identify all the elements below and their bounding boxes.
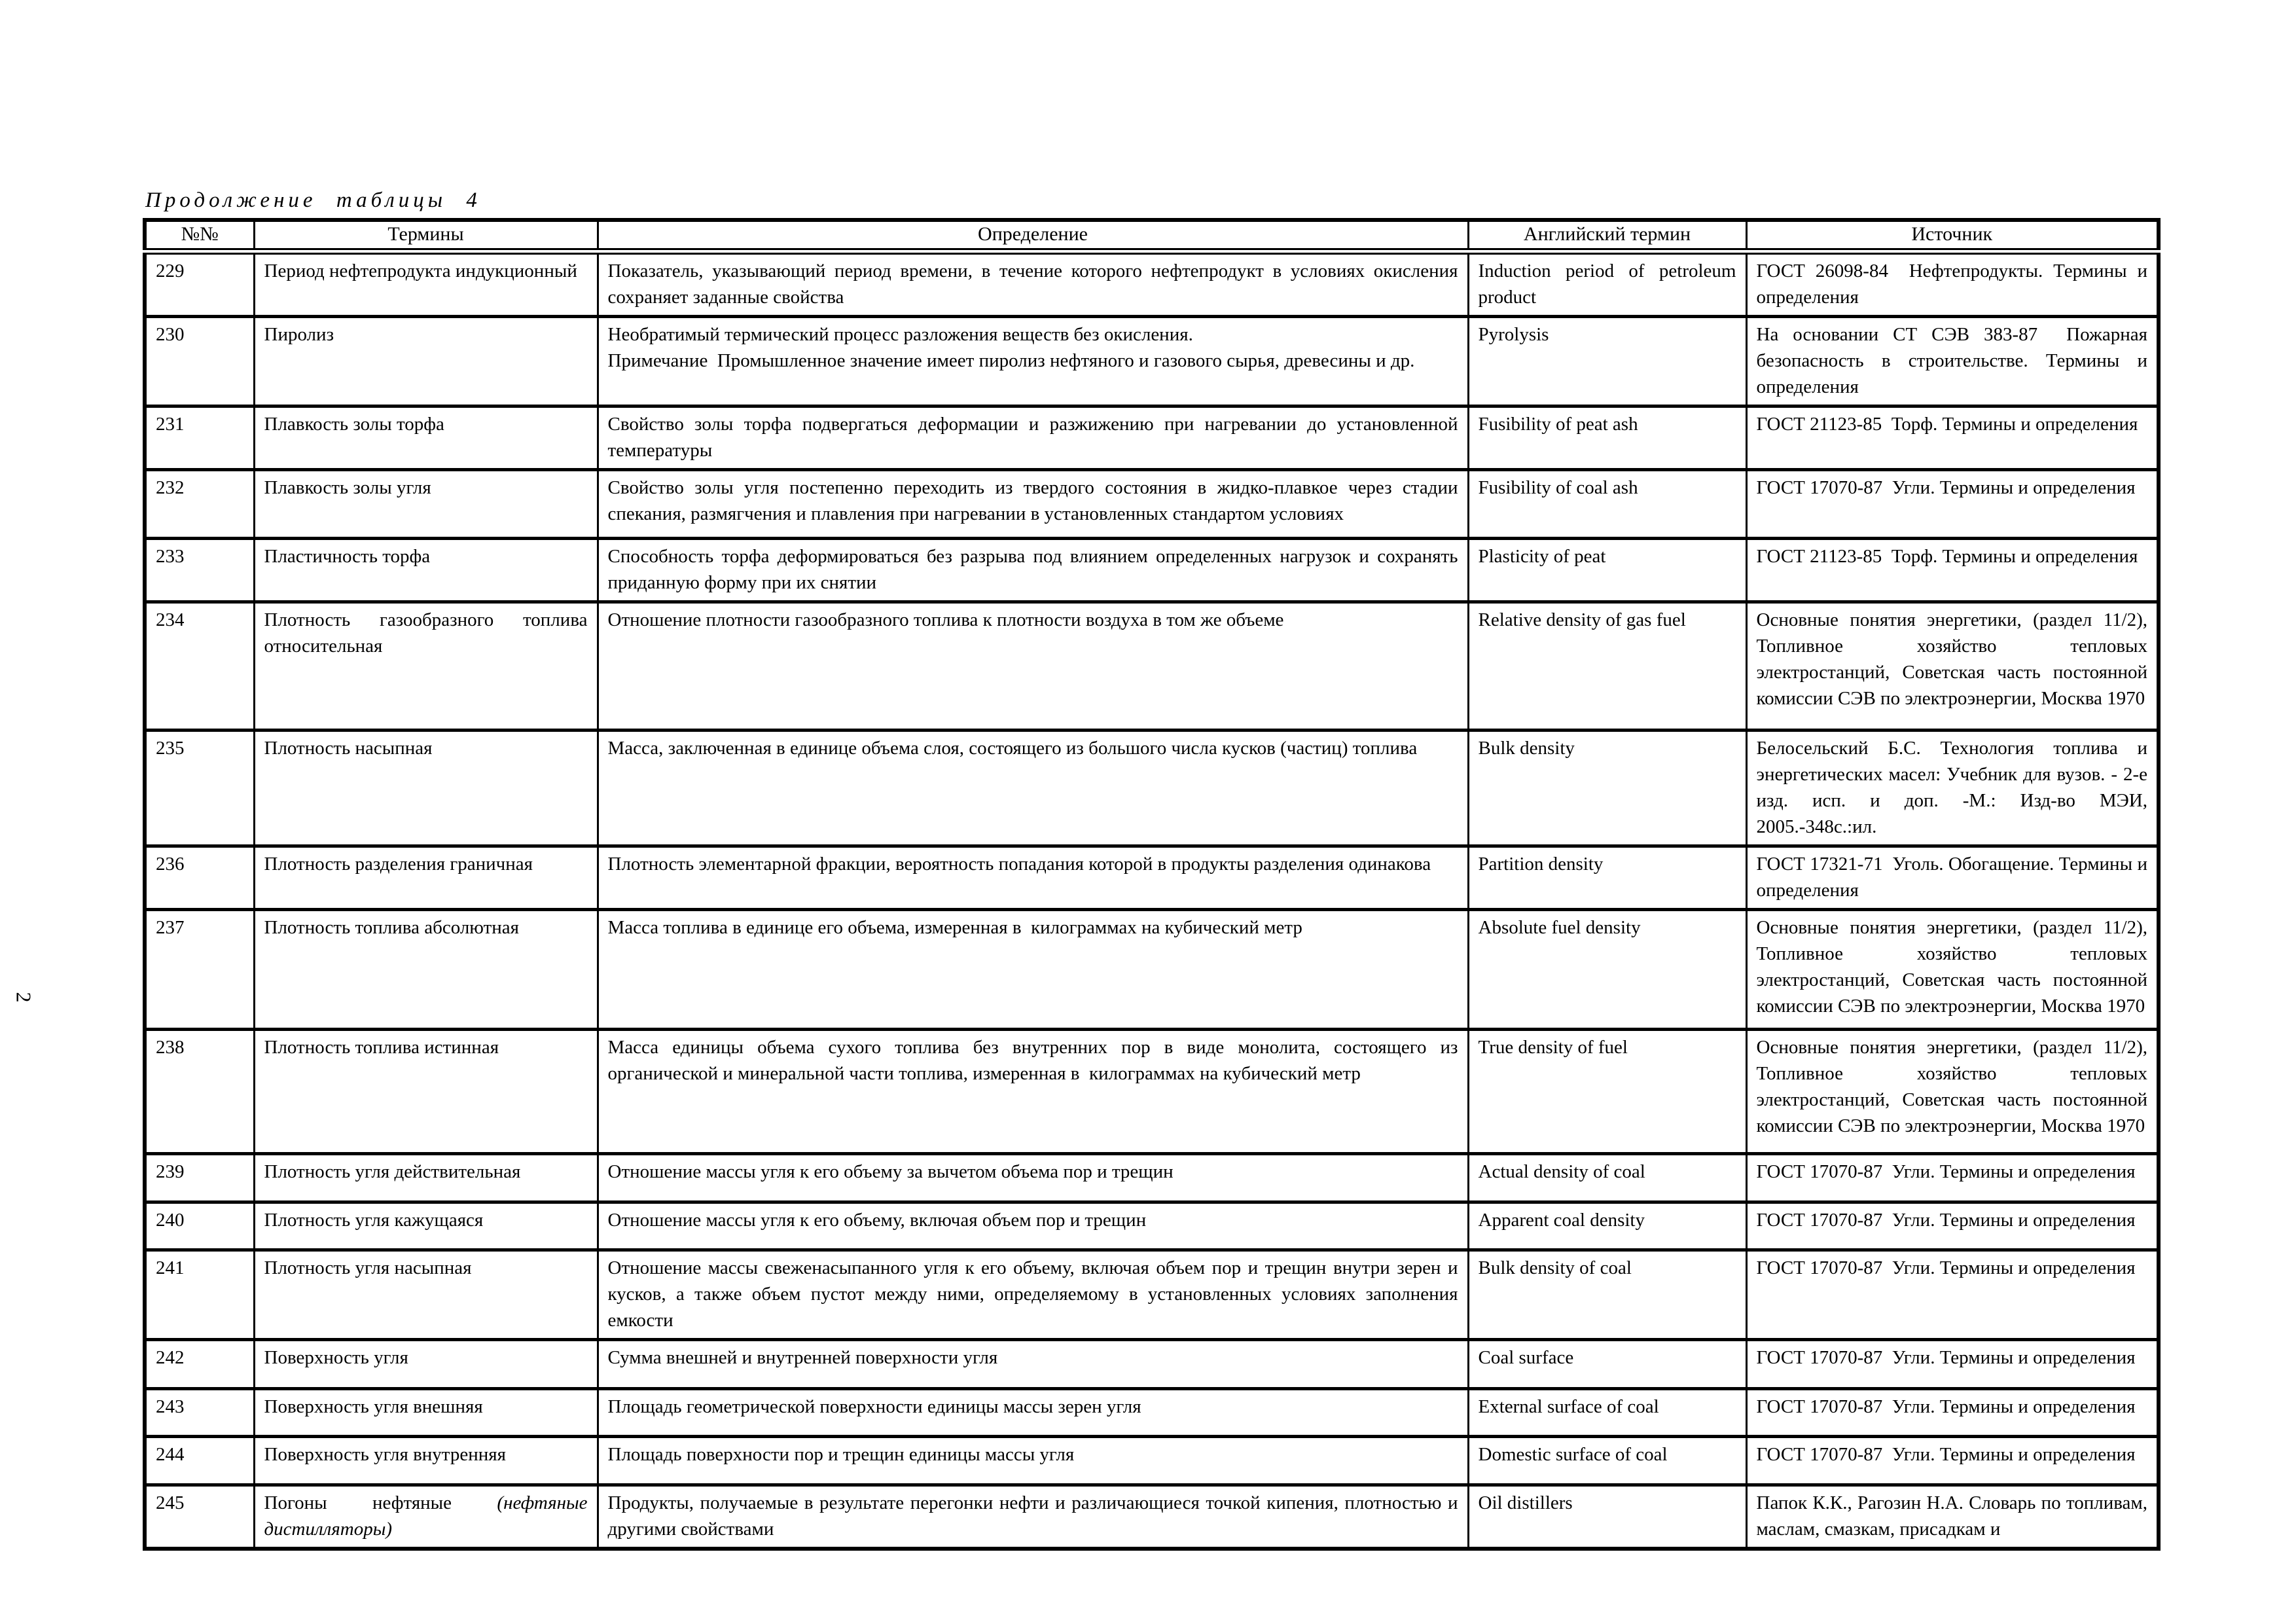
source-cell: Основные понятия энергетики, (раздел 11/2), Топливное хозяйство тепловых электростанций, Советская часть постоянной комиссии СЭВ по электроэнергии, Москва 1970 (1746, 1030, 2159, 1154)
english-term-cell: Pyrolysis (1468, 317, 1746, 406)
row-number: 241 (145, 1250, 254, 1340)
term-cell: Плавкость золы торфа (254, 406, 598, 470)
page-number: 2 (12, 992, 36, 1003)
term-cell: Плотность топлива истинная (254, 1030, 598, 1154)
table-row-236 (145, 846, 2159, 910)
term-cell: Плавкость золы угля (254, 470, 598, 539)
row-number: 244 (145, 1437, 254, 1485)
term-cell: Плотность угля насыпная (254, 1250, 598, 1340)
row-number: 233 (145, 539, 254, 602)
definition-cell: Сумма внешней и внутренней поверхности угля (598, 1340, 1468, 1389)
definition-cell: Масса единицы объема сухого топлива без внутренних пор в виде монолита, состоящего из органической и минеральной части топлива, измеренная в килограммах на кубический метр (598, 1030, 1468, 1154)
english-term-cell: Domestic surface of coal (1468, 1437, 1746, 1485)
term-cell: Плотность насыпная (254, 731, 598, 846)
row-number: 242 (145, 1340, 254, 1389)
english-term-cell: Plasticity of peat (1468, 539, 1746, 602)
definition-cell: Показатель, указывающий период времени, в течение которого нефтепродукт в условиях окисления сохраняет заданные свойства (598, 251, 1468, 317)
source-cell: ГОСТ 17321-71 Уголь. Обогащение. Термины и определения (1746, 846, 2159, 910)
term-cell: Поверхность угля внутренняя (254, 1437, 598, 1485)
english-term-cell: Bulk density of coal (1468, 1250, 1746, 1340)
definition-cell: Плотность элементарной фракции, вероятность попадания которой в продукты разделения одинакова (598, 846, 1468, 910)
english-term-cell: Induction period of petroleum product (1468, 251, 1746, 317)
term-cell: Плотность топлива абсолютная (254, 910, 598, 1030)
term-cell: Поверхность угля (254, 1340, 598, 1389)
table-row-230 (145, 317, 2159, 406)
source-cell: ГОСТ 17070-87 Угли. Термины и определения (1746, 470, 2159, 539)
definition-cell: Масса топлива в единице его объема, измеренная в килограммах на кубический метр (598, 910, 1468, 1030)
row-number: 229 (145, 251, 254, 317)
english-term-cell: External surface of coal (1468, 1389, 1746, 1437)
english-term-cell: Bulk density (1468, 731, 1746, 846)
source-cell: Белосельский Б.С. Технология топлива и энергетических масел: Учебник для вузов. - 2-е изд. исп. и доп. -М.: Изд-во МЭИ, 2005.-348с.:ил. (1746, 731, 2159, 846)
source-cell: Основные понятия энергетики, (раздел 11/2), Топливное хозяйство тепловых электростанций, Советская часть постоянной комиссии СЭВ по электроэнергии, Москва 1970 (1746, 602, 2159, 731)
table-row-234 (145, 602, 2159, 731)
source-cell: Основные понятия энергетики, (раздел 11/2), Топливное хозяйство тепловых электростанций, Советская часть постоянной комиссии СЭВ по электроэнергии, Москва 1970 (1746, 910, 2159, 1030)
definition-cell: Отношение массы свеженасыпанного угля к его объему, включая объем пор и трещин внутри зерен и кусков, а также объем пустот между ними, определяемому в установленных условиях заполнения емкости (598, 1250, 1468, 1340)
table-header-row (145, 220, 2159, 251)
table-row-240 (145, 1202, 2159, 1250)
row-number: 236 (145, 846, 254, 910)
table-continuation-title: Продолжение таблицы 4 (145, 189, 481, 212)
definition-cell: Свойство золы угля постепенно переходить из твердого состояния в жидко-плавкое через стадии спекания, размягчения и плавления при нагревании в установленных стандартом условиях (598, 470, 1468, 539)
english-term-cell: Partition density (1468, 846, 1746, 910)
table-row-244 (145, 1437, 2159, 1485)
table-row-229 (145, 251, 2159, 317)
table-row-233 (145, 539, 2159, 602)
term-cell: Плотность угля кажущаяся (254, 1202, 598, 1250)
table-row-243 (145, 1389, 2159, 1437)
table-row-242 (145, 1340, 2159, 1389)
row-number: 239 (145, 1154, 254, 1202)
term-cell: Поверхность угля внешняя (254, 1389, 598, 1437)
source-cell: ГОСТ 17070-87 Угли. Термины и определения (1746, 1437, 2159, 1485)
table-row-237 (145, 910, 2159, 1030)
definition-cell: Свойство золы торфа подвергаться деформации и разжижению при нагревании до установленной температуры (598, 406, 1468, 470)
row-number: 243 (145, 1389, 254, 1437)
english-term-cell: True density of fuel (1468, 1030, 1746, 1154)
table-row-235 (145, 731, 2159, 846)
row-number: 231 (145, 406, 254, 470)
row-number: 234 (145, 602, 254, 731)
term-cell: Плотность газообразного топлива относительная (254, 602, 598, 731)
row-number: 230 (145, 317, 254, 406)
row-number: 237 (145, 910, 254, 1030)
english-term-cell: Fusibility of peat ash (1468, 406, 1746, 470)
header-english-term: Английский термин (1468, 220, 1746, 251)
english-term-cell: Absolute fuel density (1468, 910, 1746, 1030)
english-term-cell: Coal surface (1468, 1340, 1746, 1389)
terms-definitions-table (143, 218, 2161, 1551)
source-cell: ГОСТ 17070-87 Угли. Термины и определения (1746, 1154, 2159, 1202)
definition-cell: Отношение массы угля к его объему за вычетом объема пор и трещин (598, 1154, 1468, 1202)
table-row-241 (145, 1250, 2159, 1340)
definition-cell: Продукты, получаемые в результате перегонки нефти и различающиеся точкой кипения, плотностью и другими свойствами (598, 1485, 1468, 1549)
table-row-245 (145, 1485, 2159, 1549)
term-cell: Плотность угля действительная (254, 1154, 598, 1202)
term-cell: Погоны нефтяные (нефтяные дистилляторы) (254, 1485, 598, 1549)
definition-cell: Способность торфа деформироваться без разрыва под влиянием определенных нагрузок и сохранять приданную форму при их снятии (598, 539, 1468, 602)
english-term-cell: Fusibility of coal ash (1468, 470, 1746, 539)
term-cell: Плотность разделения граничная (254, 846, 598, 910)
row-number: 240 (145, 1202, 254, 1250)
term-cell: Пиролиз (254, 317, 598, 406)
source-cell: Папок К.К., Рагозин Н.А. Словарь по топливам, маслам, смазкам, присадкам и (1746, 1485, 2159, 1549)
definition-cell: Масса, заключенная в единице объема слоя, состоящего из большого числа кусков (частиц) топлива (598, 731, 1468, 846)
definition-cell: Отношение плотности газообразного топлива к плотности воздуха в том же объеме (598, 602, 1468, 731)
term-cell: Период нефтепродукта индукционный (254, 251, 598, 317)
source-cell: ГОСТ 17070-87 Угли. Термины и определения (1746, 1202, 2159, 1250)
header-source: Источник (1746, 220, 2159, 251)
definition-cell: Необратимый термический процесс разложения веществ без окисления. Примечание Промышленное значение имеет пиролиз нефтяного и газового сырья, древесины и др. (598, 317, 1468, 406)
table-row-238 (145, 1030, 2159, 1154)
english-term-cell: Relative density of gas fuel (1468, 602, 1746, 731)
source-cell: ГОСТ 17070-87 Угли. Термины и определения (1746, 1250, 2159, 1340)
header-definition: Определение (598, 220, 1468, 251)
english-term-cell: Apparent coal density (1468, 1202, 1746, 1250)
english-term-cell: Actual density of coal (1468, 1154, 1746, 1202)
table-row-239 (145, 1154, 2159, 1202)
source-cell: ГОСТ 26098-84 Нефтепродукты. Термины и определения (1746, 251, 2159, 317)
row-number: 232 (145, 470, 254, 539)
definition-cell: Площадь геометрической поверхности единицы массы зерен угля (598, 1389, 1468, 1437)
source-cell: На основании СТ СЭВ 383-87 Пожарная безопасность в строительстве. Термины и определения (1746, 317, 2159, 406)
source-cell: ГОСТ 17070-87 Угли. Термины и определения (1746, 1389, 2159, 1437)
table-row-232 (145, 470, 2159, 539)
source-cell: ГОСТ 17070-87 Угли. Термины и определения (1746, 1340, 2159, 1389)
row-number: 235 (145, 731, 254, 846)
source-cell: ГОСТ 21123-85 Торф. Термины и определения (1746, 406, 2159, 470)
table-row-231 (145, 406, 2159, 470)
english-term-cell: Oil distillers (1468, 1485, 1746, 1549)
header-terms: Термины (254, 220, 598, 251)
header-number: №№ (145, 220, 254, 251)
definition-cell: Отношение массы угля к его объему, включая объем пор и трещин (598, 1202, 1468, 1250)
source-cell: ГОСТ 21123-85 Торф. Термины и определения (1746, 539, 2159, 602)
definition-cell: Площадь поверхности пор и трещин единицы массы угля (598, 1437, 1468, 1485)
row-number: 245 (145, 1485, 254, 1549)
term-cell: Пластичность торфа (254, 539, 598, 602)
row-number: 238 (145, 1030, 254, 1154)
